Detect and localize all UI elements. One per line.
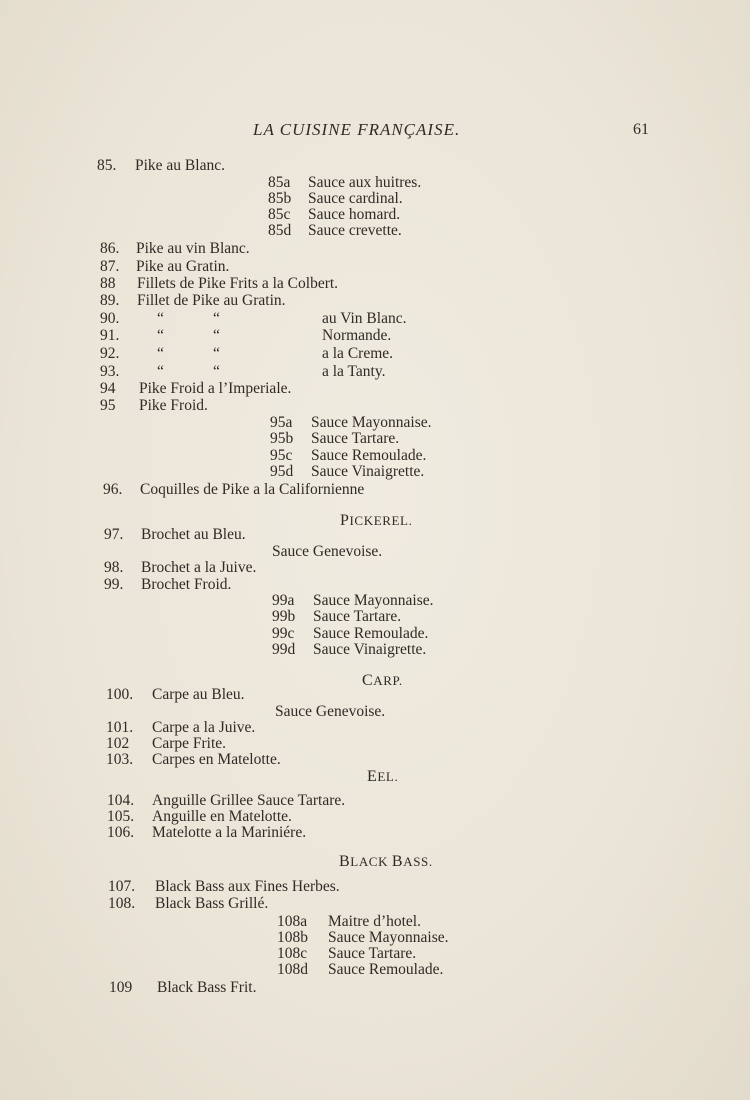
- entry-number: 88: [100, 275, 116, 292]
- entry-number: 95: [100, 397, 116, 414]
- entry-number: 101.: [106, 719, 134, 736]
- sauce-number: 95c: [270, 447, 293, 464]
- sauce-text: Maitre d’hotel.: [328, 913, 421, 930]
- entry-number: 89.: [100, 292, 120, 309]
- entry-text: Carpe au Bleu.: [152, 686, 245, 703]
- entry-text: Fillet de Pike au Gratin.: [137, 292, 286, 309]
- sauce-number: 108d: [277, 961, 308, 978]
- sauce-number: 99d: [272, 641, 296, 658]
- sauce-text: Sauce Remoulade.: [313, 625, 429, 642]
- entry-text: au Vin Blanc.: [322, 310, 407, 327]
- ditto-mark: “: [157, 327, 164, 344]
- entry-number: 87.: [100, 258, 120, 275]
- sauce-text: Sauce Remoulade.: [311, 447, 427, 464]
- sauce-text: Sauce Genevoise.: [275, 703, 386, 720]
- sauce-number: 108c: [277, 945, 308, 962]
- entry-text: Anguille Grillee Sauce Tartare.: [152, 792, 346, 809]
- page-number: 61: [633, 121, 649, 138]
- sauce-text: Sauce Tartare.: [313, 608, 402, 625]
- sauce-text: Sauce crevette.: [308, 222, 402, 239]
- sauce-text: Sauce Vinaigrette.: [311, 463, 425, 480]
- entry-number: 86.: [100, 240, 120, 257]
- sauce-number: 108a: [277, 913, 308, 930]
- entry-text: Brochet au Bleu.: [141, 526, 246, 543]
- sauce-text: Sauce Vinaigrette.: [313, 641, 427, 658]
- sauce-number: 85b: [268, 190, 292, 207]
- entry-text: Fillets de Pike Frits a la Colbert.: [137, 275, 339, 292]
- entry-text: Carpe Frite.: [152, 735, 227, 752]
- sauce-number: 99c: [272, 625, 295, 642]
- entry-number: 90.: [100, 310, 120, 327]
- entry-number: 93.: [100, 363, 120, 380]
- entry-text: a la Tanty.: [322, 363, 386, 380]
- sauce-text: Sauce cardinal.: [308, 190, 403, 207]
- sauce-text: Sauce Genevoise.: [272, 543, 383, 560]
- entry-number: 98.: [104, 559, 124, 576]
- sauce-number: 85d: [268, 222, 292, 239]
- entry-text: Black Bass Grillé.: [155, 895, 269, 912]
- entry-text: Pike au Blanc.: [135, 157, 225, 174]
- sauce-text: Sauce Tartare.: [328, 945, 417, 962]
- entry-text: Brochet a la Juive.: [141, 559, 257, 576]
- entry-text: Pike au Gratin.: [136, 258, 230, 275]
- sauce-number: 85c: [268, 206, 291, 223]
- ditto-mark: “: [157, 310, 164, 327]
- sauce-text: Sauce Mayonnaise.: [328, 929, 449, 946]
- sauce-text: Sauce Mayonnaise.: [313, 592, 434, 609]
- entry-text: Carpe a la Juive.: [152, 719, 256, 736]
- ditto-mark: “: [157, 345, 164, 362]
- entry-text: Coquilles de Pike a la Californienne: [140, 481, 365, 498]
- entry-number: 99.: [104, 576, 124, 593]
- entry-number: 106.: [107, 824, 135, 841]
- entry-text: Black Bass aux Fines Herbes.: [155, 878, 340, 895]
- entry-number: 85.: [97, 157, 117, 174]
- entry-number: 100.: [106, 686, 134, 703]
- entry-text: Brochet Froid.: [141, 576, 232, 593]
- sauce-text: Sauce Mayonnaise.: [311, 414, 432, 431]
- sauce-text: Sauce Remoulade.: [328, 961, 444, 978]
- running-header: LA CUISINE FRANÇAISE.: [253, 120, 461, 139]
- entry-number: 103.: [106, 751, 134, 768]
- sauce-number: 99b: [272, 608, 296, 625]
- entry-text: Pike au vin Blanc.: [136, 240, 250, 257]
- entry-number: 94: [100, 380, 116, 397]
- sauce-number: 85a: [268, 174, 291, 191]
- ditto-mark: “: [157, 363, 164, 380]
- section-heading-carp: CARP.: [362, 672, 403, 689]
- entry-text: Black Bass Frit.: [157, 979, 257, 996]
- sauce-number: 95d: [270, 463, 294, 480]
- sauce-number: 95b: [270, 430, 294, 447]
- entry-number: 102: [106, 735, 130, 752]
- entry-number: 105.: [107, 808, 135, 825]
- entry-text: a la Creme.: [322, 345, 394, 362]
- entry-number: 109: [109, 979, 133, 996]
- entry-number: 92.: [100, 345, 120, 362]
- entry-text: Anguille en Matelotte.: [152, 808, 292, 825]
- sauce-text: Sauce aux huitres.: [308, 174, 422, 191]
- entry-number: 96.: [103, 481, 123, 498]
- ditto-mark: “: [213, 363, 220, 380]
- entry-number: 107.: [108, 878, 136, 895]
- sauce-number: 95a: [270, 414, 293, 431]
- sauce-number: 108b: [277, 929, 308, 946]
- entry-text: Pike Froid.: [139, 397, 208, 414]
- entry-text: Carpes en Matelotte.: [152, 751, 281, 768]
- sauce-text: Sauce Tartare.: [311, 430, 400, 447]
- ditto-mark: “: [213, 310, 220, 327]
- entry-number: 97.: [104, 526, 124, 543]
- section-heading-pickerel: PICKEREL.: [340, 512, 413, 529]
- section-heading-eel: EEL.: [367, 768, 399, 785]
- ditto-mark: “: [213, 327, 220, 344]
- ditto-mark: “: [213, 345, 220, 362]
- entry-text: Matelotte a la Mariniére.: [152, 824, 307, 841]
- entry-number: 104.: [107, 792, 135, 809]
- section-heading-black-bass: BLACK BASS.: [339, 853, 433, 870]
- entry-text: Pike Froid a l’Imperiale.: [139, 380, 292, 397]
- sauce-text: Sauce homard.: [308, 206, 401, 223]
- entry-number: 91.: [100, 327, 120, 344]
- sauce-number: 99a: [272, 592, 295, 609]
- entry-number: 108.: [108, 895, 136, 912]
- entry-text: Normande.: [322, 327, 392, 344]
